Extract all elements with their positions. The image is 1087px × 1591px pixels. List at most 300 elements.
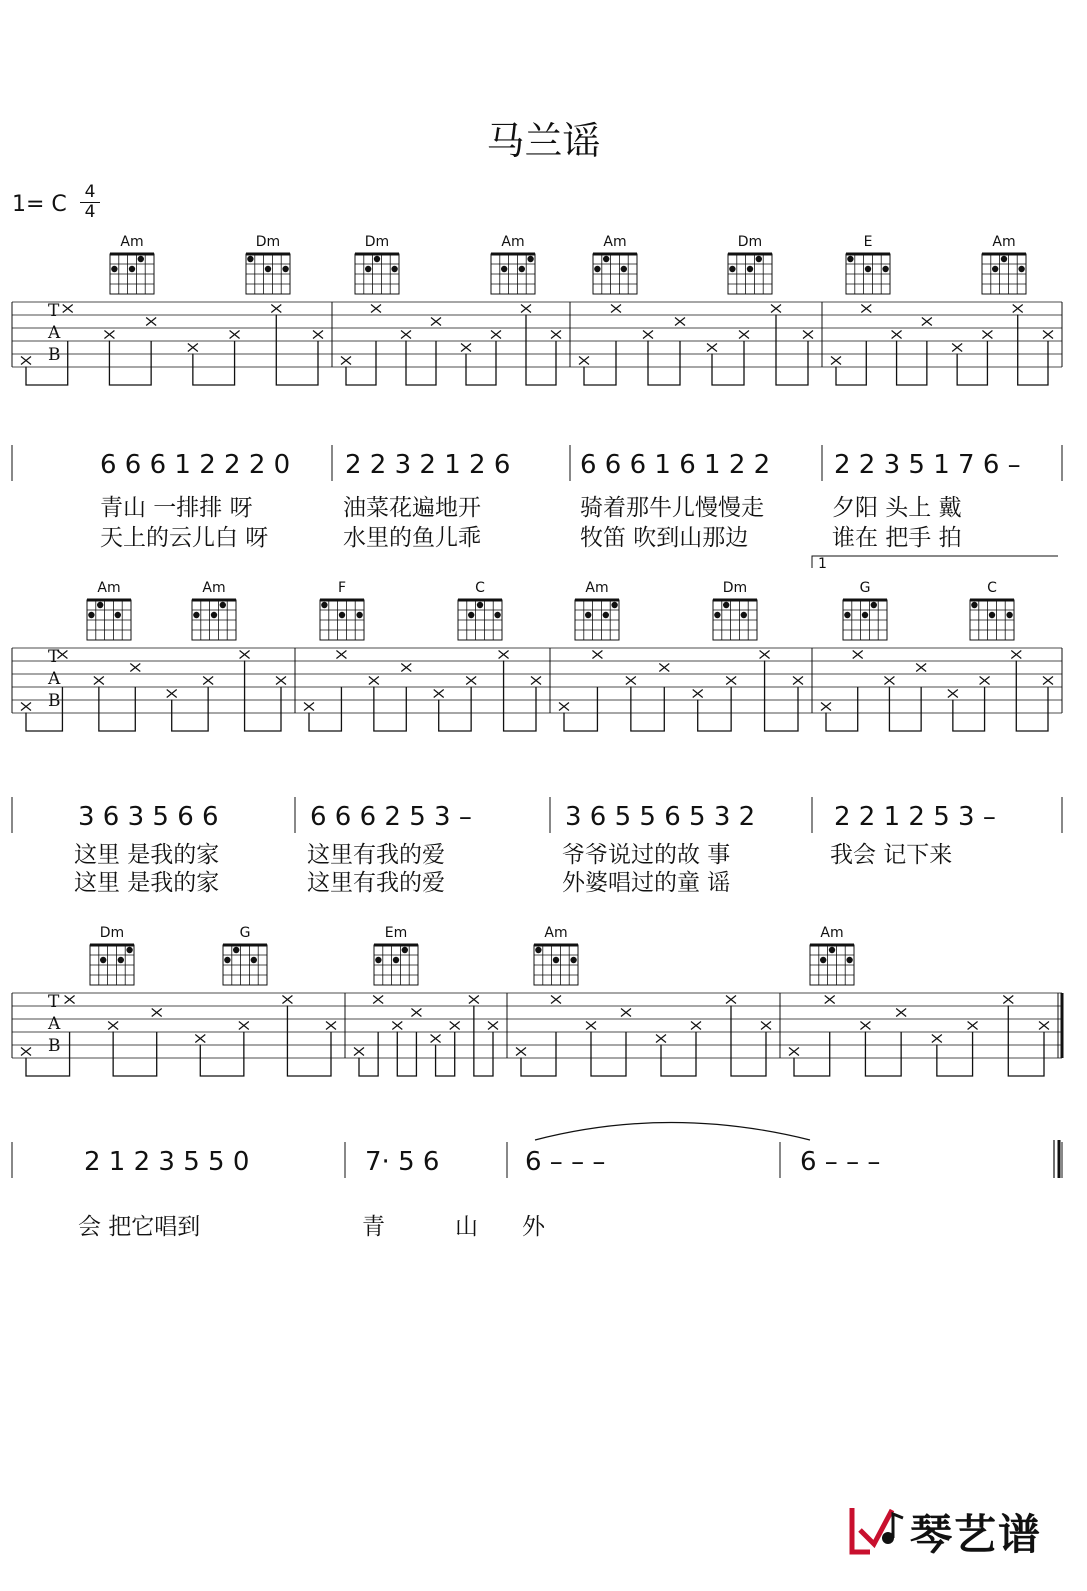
finger-dot xyxy=(247,256,253,262)
strum-beam xyxy=(591,1032,626,1077)
chord-name: Am xyxy=(585,580,609,596)
finger-dot xyxy=(393,957,399,963)
lyric-verse1-3: 骑着那牛儿慢慢走 xyxy=(580,495,764,521)
strum-x xyxy=(466,677,476,685)
notation-measure-3: 6 6 6 1 6 1 2 2 xyxy=(580,450,771,480)
strum-x xyxy=(431,318,441,326)
strum-x xyxy=(896,1009,906,1017)
tab-letter: B xyxy=(48,1036,61,1056)
finger-dot xyxy=(111,266,117,272)
notation-measure-2: 6 6 6 2 5 3 – xyxy=(310,802,472,832)
strum-x xyxy=(65,996,75,1004)
strum-x xyxy=(853,651,863,659)
finger-dot xyxy=(115,612,121,618)
notation-measure-2: 7· 5 6 xyxy=(365,1147,440,1177)
chord-diagram-e xyxy=(846,234,890,294)
finger-dot xyxy=(1006,612,1012,618)
strum-beam xyxy=(584,341,616,385)
strum-x xyxy=(656,1035,666,1043)
strum-beam xyxy=(765,661,798,732)
lyric-verse1-3: 山 xyxy=(455,1214,478,1240)
strum-x xyxy=(980,677,990,685)
strum-beam xyxy=(26,341,68,385)
strum-x xyxy=(771,305,781,313)
strum-x xyxy=(707,344,717,352)
notation-measure-3: 3 6 5 5 6 5 3 2 xyxy=(565,802,756,832)
strum-x xyxy=(1011,651,1021,659)
finger-dot xyxy=(747,266,753,272)
strum-beam xyxy=(826,687,858,731)
strum-x xyxy=(551,996,561,1004)
chord-diagram-am xyxy=(491,234,535,294)
chord-diagram-c xyxy=(970,580,1014,640)
finger-dot xyxy=(1018,266,1024,272)
system-1 xyxy=(12,234,1062,481)
strum-beam xyxy=(521,1032,556,1076)
chord-name: Am xyxy=(97,580,121,596)
finger-dot xyxy=(535,947,541,953)
strum-x xyxy=(531,677,541,685)
strum-x xyxy=(167,690,177,698)
lyric-verse2-3: 牧笛 吹到山那边 xyxy=(580,525,749,551)
chord-name: Dm xyxy=(737,234,763,250)
strum-beam xyxy=(474,1006,493,1077)
strum-beam xyxy=(564,687,597,731)
finger-dot xyxy=(553,957,559,963)
finger-dot xyxy=(129,266,135,272)
strum-x xyxy=(825,996,835,1004)
chord-name: Am xyxy=(603,234,627,250)
notation-measure-2: 2 2 3 2 1 2 6 xyxy=(345,450,511,480)
lyric-verse1-2: 青 xyxy=(362,1214,385,1240)
finger-dot xyxy=(251,957,257,963)
tab-staff xyxy=(12,647,1062,731)
finger-dot xyxy=(501,266,507,272)
strum-beam xyxy=(200,1032,244,1076)
strum-beam xyxy=(865,1032,901,1077)
strum-x xyxy=(761,1022,771,1030)
finger-dot xyxy=(865,266,871,272)
finger-dot xyxy=(88,612,94,618)
tab-letter: A xyxy=(48,323,61,343)
chord-diagram-am xyxy=(534,925,578,985)
strum-beam xyxy=(504,661,536,732)
chord-diagram-dm xyxy=(728,234,772,294)
strum-x xyxy=(821,703,831,711)
strum-beam xyxy=(526,315,556,386)
strum-x xyxy=(559,703,569,711)
strum-x xyxy=(188,344,198,352)
finger-dot xyxy=(741,612,747,618)
strum-beam xyxy=(276,315,318,386)
strum-x xyxy=(860,1022,870,1030)
finger-dot xyxy=(585,612,591,618)
key-signature: 1= C xyxy=(12,192,67,217)
strum-beam xyxy=(466,341,496,385)
strum-x xyxy=(499,651,509,659)
finger-dot xyxy=(100,957,106,963)
strum-x xyxy=(21,703,31,711)
chord-name: Am xyxy=(202,580,226,596)
finger-dot xyxy=(729,266,735,272)
chord-diagram-dm xyxy=(713,580,757,640)
finger-dot xyxy=(138,256,144,262)
finger-dot xyxy=(494,612,500,618)
chord-name: Am xyxy=(992,234,1016,250)
strum-x xyxy=(401,664,411,672)
lyric-verse2-2: 这里有我的爱 xyxy=(307,870,445,896)
chord-diagram-am xyxy=(192,580,236,640)
strum-x xyxy=(146,318,156,326)
chord-name: C xyxy=(475,580,485,596)
strum-x xyxy=(240,651,250,659)
finger-dot xyxy=(1001,256,1007,262)
strum-x xyxy=(952,344,962,352)
strum-x xyxy=(932,1035,942,1043)
strum-x xyxy=(271,305,281,313)
strum-x xyxy=(304,703,314,711)
strum-beam xyxy=(937,1032,973,1076)
strum-x xyxy=(130,664,140,672)
strum-beam xyxy=(953,687,985,731)
strum-x xyxy=(551,331,561,339)
strum-x xyxy=(239,1022,249,1030)
finger-dot xyxy=(468,612,474,618)
finger-dot xyxy=(989,612,995,618)
finger-dot xyxy=(723,602,729,608)
strum-x xyxy=(104,331,114,339)
finger-dot xyxy=(339,612,345,618)
strum-x xyxy=(691,1022,701,1030)
strum-x xyxy=(516,1048,526,1056)
strum-x xyxy=(21,357,31,365)
lyric-verse2-4: 谁在 把手 拍 xyxy=(832,525,962,551)
finger-dot xyxy=(862,612,868,618)
finger-dot xyxy=(611,602,617,608)
strum-x xyxy=(341,357,351,365)
strum-x xyxy=(922,318,932,326)
strum-x xyxy=(411,1009,421,1017)
tab-staff xyxy=(12,301,1062,385)
finger-dot xyxy=(374,256,380,262)
finger-dot xyxy=(265,266,271,272)
strum-x xyxy=(326,1022,336,1030)
lyric-verse2-1: 天上的云儿白 呀 xyxy=(100,525,269,551)
lyric-verse1-2: 这里有我的爱 xyxy=(307,842,445,868)
strum-beam xyxy=(99,687,135,732)
chord-diagram-am xyxy=(110,234,154,294)
strum-x xyxy=(884,677,894,685)
tab-staff xyxy=(12,992,1062,1076)
strum-beam xyxy=(287,1006,331,1077)
strum-x xyxy=(392,1022,402,1030)
lyric-verse1-1: 这里 是我的家 xyxy=(74,842,220,868)
strum-x xyxy=(282,996,292,1004)
strum-x xyxy=(450,1022,460,1030)
strum-x xyxy=(401,331,411,339)
finger-dot xyxy=(621,266,627,272)
strum-beam xyxy=(193,341,235,385)
strum-x xyxy=(371,305,381,313)
strum-beam xyxy=(245,661,281,732)
strum-x xyxy=(789,1048,799,1056)
finger-dot xyxy=(282,266,288,272)
strum-x xyxy=(369,677,379,685)
strum-x xyxy=(336,651,346,659)
chord-diagram-am xyxy=(87,580,131,640)
strum-x xyxy=(675,318,685,326)
strum-beam xyxy=(439,687,471,731)
strum-x xyxy=(276,677,286,685)
finger-dot xyxy=(321,602,327,608)
finger-dot xyxy=(756,256,762,262)
strum-beam xyxy=(1008,1006,1044,1077)
finger-dot xyxy=(375,957,381,963)
strum-beam xyxy=(631,687,664,732)
chord-name: G xyxy=(859,580,871,596)
strum-x xyxy=(354,1048,364,1056)
lyric-verse1-4: 我会 记下来 xyxy=(830,842,953,868)
finger-dot xyxy=(603,256,609,262)
strum-x xyxy=(643,331,653,339)
chord-diagram-am xyxy=(810,925,854,985)
strum-x xyxy=(431,1035,441,1043)
finger-dot xyxy=(527,256,533,262)
chord-name: C xyxy=(987,580,997,596)
strum-beam xyxy=(406,341,436,386)
strum-x xyxy=(1013,305,1023,313)
chord-name: Dm xyxy=(255,234,281,250)
strum-x xyxy=(230,331,240,339)
strum-x xyxy=(916,664,926,672)
strum-beam xyxy=(1018,315,1048,386)
lyric-verse1-2: 油菜花遍地开 xyxy=(343,495,481,521)
finger-dot xyxy=(603,612,609,618)
chord-name: Dm xyxy=(99,925,125,941)
notation-measure-1: 2 1 2 3 5 5 0 xyxy=(84,1147,250,1177)
strum-x xyxy=(469,996,479,1004)
time-signature-top: 4 xyxy=(84,182,96,202)
strum-x xyxy=(611,305,621,313)
strum-x xyxy=(1039,1022,1049,1030)
lyric-verse2-1: 这里 是我的家 xyxy=(74,870,220,896)
finger-dot xyxy=(477,602,483,608)
finger-dot xyxy=(971,602,977,608)
tab-letter: T xyxy=(48,301,60,321)
strum-x xyxy=(488,1022,498,1030)
tab-letter: A xyxy=(48,669,61,689)
chord-name: Am xyxy=(820,925,844,941)
finger-dot xyxy=(118,957,124,963)
tab-letter: T xyxy=(48,647,60,667)
chord-diagram-g xyxy=(843,580,887,640)
finger-dot xyxy=(846,957,852,963)
strum-x xyxy=(626,677,636,685)
chord-name: G xyxy=(239,925,251,941)
lyric-verse2-3: 外婆唱过的童 谣 xyxy=(562,870,731,896)
finger-dot xyxy=(714,612,720,618)
tab-letter: A xyxy=(48,1014,61,1034)
strum-beam xyxy=(731,1006,766,1077)
finger-dot xyxy=(402,947,408,953)
strum-beam xyxy=(397,1032,416,1077)
finger-dot xyxy=(233,947,239,953)
strum-x xyxy=(739,331,749,339)
strum-x xyxy=(592,651,602,659)
strum-beam xyxy=(712,341,744,385)
strum-beam xyxy=(661,1032,696,1076)
finger-dot xyxy=(847,256,853,262)
tab-letter: T xyxy=(48,992,60,1012)
notation-measure-4: 6 – – – xyxy=(800,1147,881,1177)
site-logo xyxy=(848,1500,1058,1560)
chord-diagram-am xyxy=(593,234,637,294)
strum-x xyxy=(521,305,531,313)
lyric-verse1-4: 夕阳 头上 戴 xyxy=(832,495,962,521)
strum-x xyxy=(968,1022,978,1030)
finger-dot xyxy=(211,612,217,618)
lyric-verse1-1: 青山 一排排 呀 xyxy=(100,495,253,521)
strum-x xyxy=(579,357,589,365)
system-2 xyxy=(12,580,1062,833)
chord-diagram-g xyxy=(223,925,267,985)
strum-x xyxy=(434,690,444,698)
chord-diagram-dm xyxy=(355,234,399,294)
chord-name: E xyxy=(863,234,873,250)
strum-beam xyxy=(109,341,151,386)
strum-beam xyxy=(897,341,927,386)
chord-name: Am xyxy=(544,925,568,941)
notation-measure-1: 6 6 6 1 2 2 2 0 xyxy=(100,450,291,480)
strum-x xyxy=(108,1022,118,1030)
strum-x xyxy=(861,305,871,313)
chord-name: Dm xyxy=(364,234,390,250)
strum-x xyxy=(491,331,501,339)
strum-beam xyxy=(172,687,208,731)
finger-dot xyxy=(519,266,525,272)
lyric-verse1-1: 会 把它唱到 xyxy=(78,1214,201,1240)
tab-letter: B xyxy=(48,345,61,365)
strum-x xyxy=(760,651,770,659)
strum-x xyxy=(1043,331,1053,339)
strum-x xyxy=(94,677,104,685)
chord-name: Am xyxy=(120,234,144,250)
strum-x xyxy=(21,1048,31,1056)
finger-dot xyxy=(126,947,132,953)
strum-beam xyxy=(436,1032,455,1076)
strum-x xyxy=(982,331,992,339)
finger-dot xyxy=(97,602,103,608)
strum-x xyxy=(1003,996,1013,1004)
strum-beam xyxy=(346,341,376,385)
finger-dot xyxy=(220,602,226,608)
strum-beam xyxy=(309,687,341,731)
notation-measure-1: 3 6 3 5 6 6 xyxy=(78,802,219,832)
finger-dot xyxy=(594,266,600,272)
strum-x xyxy=(203,677,213,685)
strum-beam xyxy=(1016,661,1048,732)
strum-beam xyxy=(889,687,921,732)
notation-measure-4: 2 2 1 2 5 3 – xyxy=(834,802,996,832)
strum-beam xyxy=(794,1032,830,1076)
strum-x xyxy=(586,1022,596,1030)
strum-beam xyxy=(698,687,731,731)
lyric-verse1-3: 爷爷说过的故 事 xyxy=(562,842,731,868)
strum-x xyxy=(313,331,323,339)
finger-dot xyxy=(193,612,199,618)
strum-x xyxy=(948,690,958,698)
lyric-verse1-4: 外 xyxy=(522,1214,545,1240)
strum-x xyxy=(621,1009,631,1017)
strum-beam xyxy=(113,1032,157,1077)
strum-x xyxy=(195,1035,205,1043)
strum-x xyxy=(63,305,73,313)
song-title: 马兰谣 xyxy=(486,119,601,163)
strum-x xyxy=(726,996,736,1004)
chord-diagram-em xyxy=(374,925,418,985)
chord-diagram-dm xyxy=(90,925,134,985)
tab-letter: B xyxy=(48,691,61,711)
lyric-verse2-2: 水里的鱼儿乖 xyxy=(343,525,481,551)
tie-arc xyxy=(535,1123,810,1141)
chord-diagram-dm xyxy=(246,234,290,294)
strum-x xyxy=(803,331,813,339)
chord-diagram-f xyxy=(320,580,364,640)
strum-x xyxy=(461,344,471,352)
finger-dot xyxy=(992,266,998,272)
strum-x xyxy=(1043,677,1053,685)
strum-x xyxy=(793,677,803,685)
strum-beam xyxy=(957,341,987,385)
strum-x xyxy=(693,690,703,698)
finger-dot xyxy=(391,266,397,272)
chord-diagram-c xyxy=(458,580,502,640)
finger-dot xyxy=(356,612,362,618)
strum-beam xyxy=(374,687,406,732)
strum-x xyxy=(892,331,902,339)
chord-name: Em xyxy=(384,925,408,941)
ending-number: 1 xyxy=(818,556,827,572)
finger-dot xyxy=(224,957,230,963)
finger-dot xyxy=(829,947,835,953)
strum-x xyxy=(659,664,669,672)
finger-dot xyxy=(570,957,576,963)
strum-beam xyxy=(836,341,866,385)
strum-x xyxy=(152,1009,162,1017)
music-note-logo-icon xyxy=(848,1500,908,1560)
chord-name: Dm xyxy=(722,580,748,596)
finger-dot xyxy=(844,612,850,618)
strum-x xyxy=(726,677,736,685)
strum-beam xyxy=(776,315,808,386)
chord-name: Am xyxy=(501,234,525,250)
chord-name: F xyxy=(337,580,347,596)
logo-text: 琴艺谱 xyxy=(910,1510,1043,1559)
strum-beam xyxy=(648,341,680,386)
notation-measure-3: 6 – – – xyxy=(525,1147,606,1177)
chord-diagram-am xyxy=(982,234,1026,294)
finger-dot xyxy=(820,957,826,963)
finger-dot xyxy=(882,266,888,272)
strum-x xyxy=(831,357,841,365)
strum-x xyxy=(373,996,383,1004)
time-signature-bottom: 4 xyxy=(84,202,96,222)
finger-dot xyxy=(365,266,371,272)
finger-dot xyxy=(871,602,877,608)
ending-bracket xyxy=(812,556,1058,568)
notation-measure-4: 2 2 3 5 1 7 6 – xyxy=(834,450,1021,480)
chord-diagram-am xyxy=(575,580,619,640)
